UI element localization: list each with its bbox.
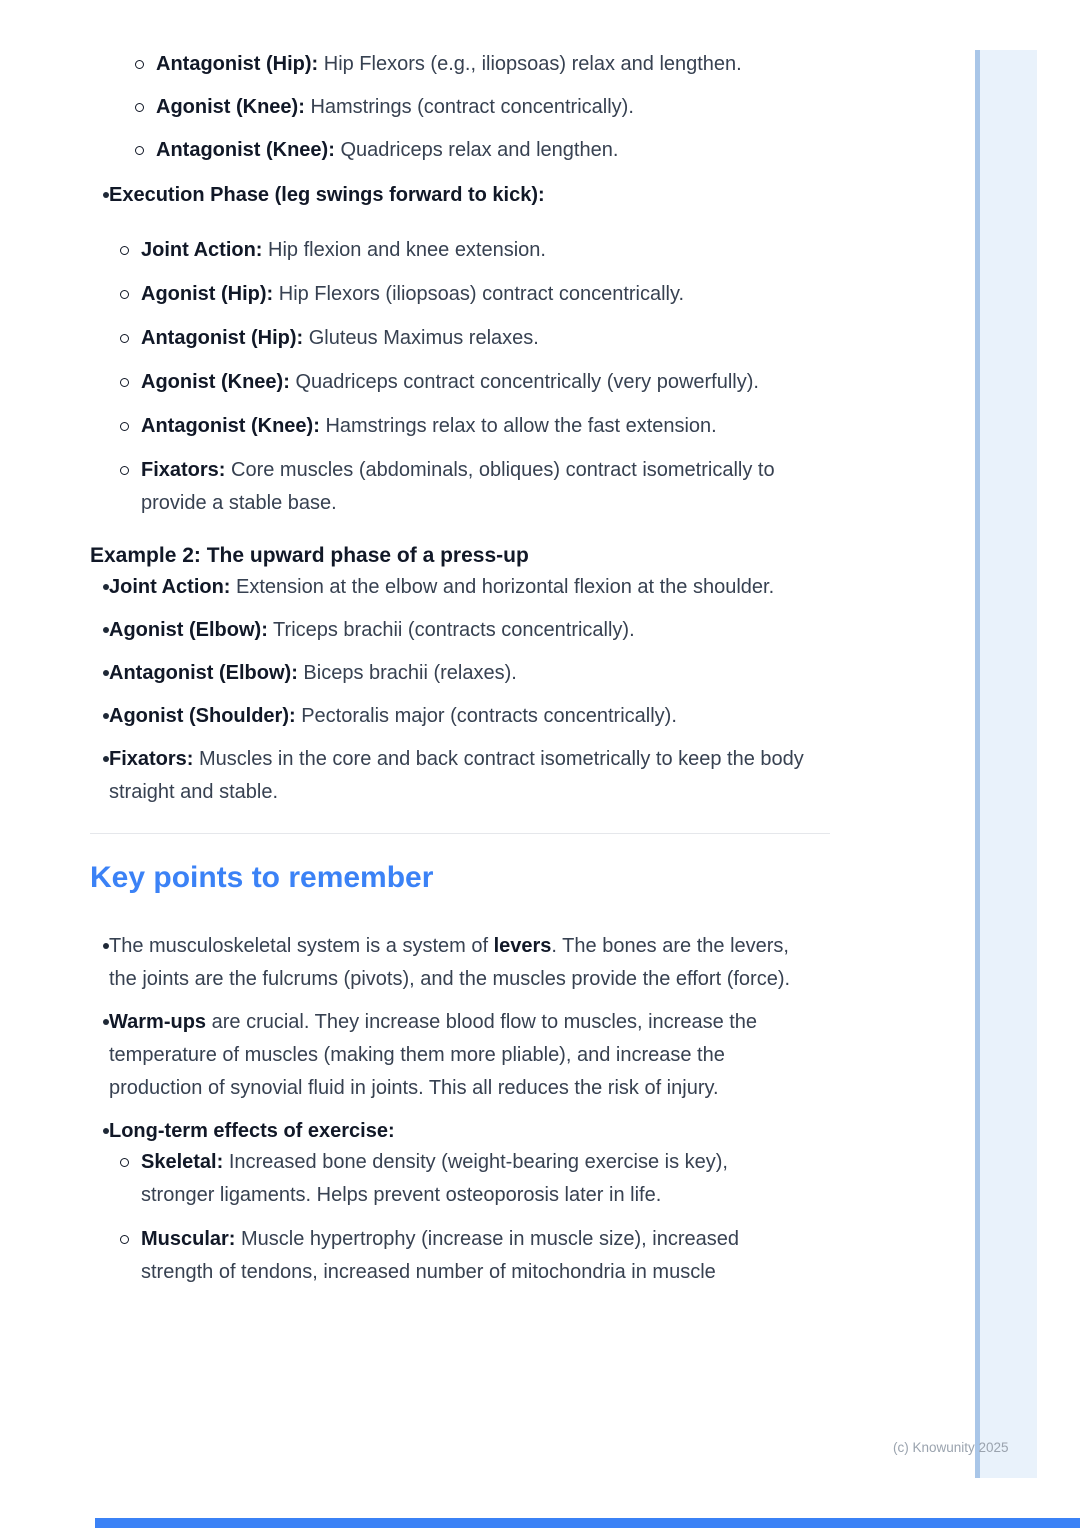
list-item [90,700,830,733]
longterm-effects-title: Long-term effects of exercise: [109,1120,395,1142]
list-item [90,1006,830,1105]
list-item-text: Fixators: Muscles in the core and back contract isometrically to keep the body straight and stable. [109,748,804,803]
list-item [109,454,830,520]
list-item-text: Agonist (Elbow): Triceps brachii (contracts concentrically). [109,619,635,641]
list-item-text: Skeletal: Increased bone density (weight-bearing exercise is key), stronger ligaments. Helps prevent osteoporosis later in life. [141,1151,728,1206]
execution-phase-title: Execution Phase (leg swings forward to kick): [109,184,545,206]
circle-bullet-icon [120,378,129,387]
list-item-body [109,179,830,531]
list-item [90,743,830,809]
list-item [109,366,830,399]
list-item-text: The musculoskeletal system is a system of levers. The bones are the levers, the joints are the fulcrums (pivots), and the muscles provide the effort (force). [109,935,791,990]
list-item [90,1115,830,1300]
list-item [90,930,830,996]
list-item [90,179,830,531]
list-item [90,134,830,167]
longterm-effects-sublist [109,1146,830,1289]
list-item-text: Joint Action: Extension at the elbow and horizontal flexion at the shoulder. [109,576,775,598]
footer-copyright: (c) Knowunity 2025 [893,1440,1009,1455]
list-item-text: Antagonist (Hip): Gluteus Maximus relaxes. [141,327,539,349]
bottom-accent-bar [95,1518,1080,1528]
execution-phase-sublist [109,234,830,520]
circle-bullet-icon [120,1235,129,1244]
key-points-list [90,930,830,1300]
list-item-text: Agonist (Knee): Hamstrings (contract concentrically). [156,96,634,118]
list-item-text: Agonist (Knee): Quadriceps contract concentrically (very powerfully). [141,371,759,393]
list-item [90,657,830,690]
circle-bullet-icon [120,334,129,343]
circle-bullet-icon [120,246,129,255]
circle-bullet-icon [120,1158,129,1167]
list-item [109,322,830,355]
list-item-text: Agonist (Shoulder): Pectoralis major (contracts concentrically). [109,705,677,727]
document-content [90,48,830,1310]
list-item [90,91,830,124]
circle-bullet-icon [135,60,144,69]
circle-bullet-icon [120,422,129,431]
circle-bullet-icon [120,466,129,475]
example2-list [90,571,830,809]
execution-phase-list [90,179,830,531]
circle-bullet-icon [135,103,144,112]
circle-bullet-icon [135,146,144,155]
list-item [109,1223,830,1289]
list-item-body [109,1115,830,1300]
list-item-text: Warm-ups are crucial. They increase blood flow to muscles, increase the temperature of muscles (making them more pliable), and increase the production of synovial fluid in joints. This all reduces the risk of injury. [109,1011,758,1099]
list-item [109,278,830,311]
key-points-heading: Key points to remember [90,861,434,894]
list-item-text: Antagonist (Hip): Hip Flexors (e.g., iliopsoas) relax and lengthen. [156,53,742,75]
list-item [90,614,830,647]
list-item-text: Fixators: Core muscles (abdominals, obliques) contract isometrically to provide a stable base. [141,459,775,514]
list-item-text: Muscular: Muscle hypertrophy (increase in muscle size), increased strength of tendons, increased number of mitochondria in muscle [141,1228,740,1283]
circle-bullet-icon [120,290,129,299]
right-highlight-bar [975,50,1037,1478]
list-item [109,1146,830,1212]
list-item [90,48,830,81]
example2-heading: Example 2: The upward phase of a press-up [90,544,529,567]
list-item-text: Antagonist (Knee): Hamstrings relax to allow the fast extension. [141,415,717,437]
list-item [90,571,830,604]
list-item-text: Agonist (Hip): Hip Flexors (iliopsoas) contract concentrically. [141,283,685,305]
list-item-text: Antagonist (Knee): Quadriceps relax and lengthen. [156,139,619,161]
section-divider [90,833,830,834]
list-item-text: Antagonist (Elbow): Biceps brachii (relaxes). [109,662,517,684]
list-item-text: Joint Action: Hip flexion and knee extension. [141,239,546,261]
list-item [109,410,830,443]
kick-recovery-sublist [90,48,830,167]
list-item [109,234,830,267]
